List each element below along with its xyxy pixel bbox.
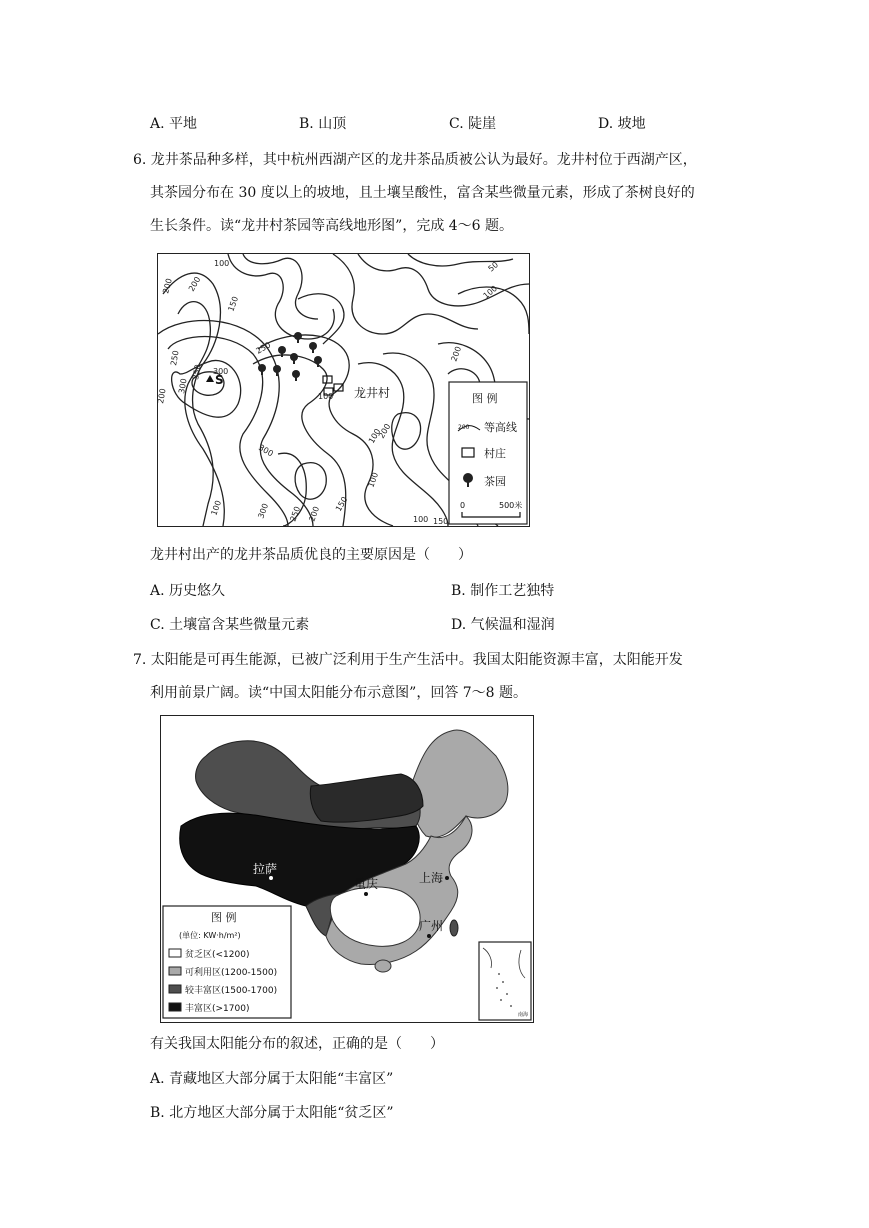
legend-item-usable: 可利用区(1200-1500) (185, 968, 278, 978)
tea-garden-icon (273, 365, 281, 376)
region-northeast (411, 730, 508, 837)
contour-label: 200 (186, 275, 203, 293)
solar-legend (163, 906, 291, 1018)
tea-garden-icon (309, 342, 317, 353)
legend-item-poor: 贫乏区(<1200) (185, 950, 250, 960)
contour-legend (449, 382, 527, 524)
legend-tea-label: 茶园 (484, 475, 506, 488)
contour-label: 100 (481, 283, 499, 301)
contour-label: 300 (256, 502, 271, 520)
city-guangzhou: 广州 (419, 919, 444, 933)
solar-map (161, 716, 533, 1022)
tea-garden-icon (314, 356, 322, 367)
q6-stem-line2: 其茶园分布在 30 度以上的坡地，且土壤呈酸性，富含某些微量元素，形成了茶树良好的 (150, 185, 695, 201)
q5-option-c: C. 陡崖 (449, 116, 497, 132)
south-sea-inset (479, 942, 531, 1020)
legend-swatch-poor (169, 949, 181, 957)
legend-scale-start: 0 (460, 501, 466, 510)
region-inner-mongolia (310, 774, 423, 822)
city-lhasa: 拉萨 (253, 862, 278, 876)
q7-option-a: A. 青藏地区大部分属于太阳能“丰富区” (150, 1071, 394, 1087)
peak-marker (206, 373, 224, 387)
contour-label: 100 (413, 515, 429, 524)
contour-label: 150 (433, 517, 449, 526)
contour-line (158, 320, 313, 526)
q5-option-b: B. 山顶 (299, 116, 347, 132)
contour-line (333, 254, 478, 334)
contour-label: 100 (318, 392, 334, 401)
q7-question: 有关我国太阳能分布的叙述，正确的是（ ） (150, 1036, 444, 1052)
q6-stem-line3: 生长条件。读“龙井村茶园等高线地形图”，完成 4～6 题。 (150, 218, 514, 234)
contour-label: 200 (376, 422, 393, 440)
city-guangzhou-dot (427, 934, 431, 938)
tea-garden-icon (294, 332, 302, 343)
contour-label: 350 (191, 363, 203, 381)
legend-item-very-rich: 丰富区(>1700) (185, 1004, 250, 1014)
region-taiwan (450, 920, 458, 936)
contour-map-figure (157, 253, 530, 527)
contour-label: 200 (449, 345, 464, 363)
contour-label: 150 (226, 295, 241, 313)
contour-label: 100 (209, 499, 224, 517)
tea-garden-icon (258, 364, 266, 375)
legend-item-rich: 较丰富区(1500-1700) (185, 986, 278, 996)
q6-option-a: A. 历史悠久 (150, 583, 226, 599)
q7-stem-line1: 7. 太阳能是可再生能源，已被广泛利用于生产生活中。我国太阳能资源丰富，太阳能开发 (133, 652, 683, 668)
q5-option-a: A. 平地 (150, 116, 198, 132)
contour-line (228, 254, 334, 339)
contour-label: 250 (288, 505, 303, 523)
peak-label: S (215, 373, 224, 387)
legend-swatch-very-rich (169, 1003, 181, 1011)
legend-swatch-usable (169, 967, 181, 975)
peak-triangle-icon (206, 375, 214, 382)
contour-label: 200 (156, 387, 168, 405)
inset-label: 南海 (518, 1012, 529, 1018)
q6-option-c: C. 土壤富含某些微量元素 (150, 617, 310, 633)
q6-option-d: D. 气候温和湿润 (451, 617, 555, 633)
legend-title: 图 例 (211, 911, 237, 924)
q6-question: 龙井村出产的龙井茶品质优良的主要原因是（ ） (150, 547, 472, 563)
contour-label: 200 (161, 277, 174, 295)
contour-map (158, 254, 529, 526)
legend-title: 图 例 (472, 392, 498, 405)
contour-label: 100 (366, 427, 383, 445)
region-hainan (375, 960, 391, 972)
q7-option-b: B. 北方地区大部分属于太阳能“贫乏区” (150, 1105, 394, 1121)
contour-label: 300 (177, 377, 189, 395)
contour-line (163, 273, 220, 526)
city-shanghai-dot (445, 876, 449, 880)
contour-label: 100 (366, 471, 381, 489)
legend-contour-label: 等高线 (484, 421, 517, 434)
village-label: 龙井村 (354, 386, 391, 400)
q6-option-b: B. 制作工艺独特 (451, 583, 555, 599)
contour-label: 200 (307, 505, 322, 523)
tea-garden-icon (292, 370, 300, 381)
legend-contour-value: 200 (458, 424, 470, 431)
legend-swatch-rich (169, 985, 181, 993)
contour-label: 100 (214, 259, 230, 268)
tea-garden-icon (290, 353, 298, 364)
legend-tea-icon (463, 473, 473, 483)
contour-label: 250 (169, 349, 181, 367)
legend-unit: (单位: KW·h/m²) (179, 931, 241, 940)
legend-scale-end: 500米 (499, 501, 523, 510)
contour-label: 150 (333, 495, 350, 513)
contour-label: 50 (486, 260, 501, 274)
q5-option-d: D. 坡地 (598, 116, 646, 132)
contour-label: 300 (257, 442, 275, 459)
city-shanghai: 上海 (419, 871, 444, 885)
legend-village-label: 村庄 (484, 447, 506, 460)
city-chongqing: 重庆 (354, 877, 379, 891)
contour-line (295, 463, 326, 500)
contour-line (243, 254, 318, 319)
city-lhasa-dot (269, 876, 273, 880)
contour-label: 300 (213, 367, 229, 376)
solar-map-figure (160, 715, 534, 1023)
city-chongqing-dot (364, 892, 368, 896)
contour-label: 250 (254, 340, 273, 356)
q6-stem-line1: 6. 龙井茶品种多样，其中杭州西湖产区的龙井茶品质被公认为最好。龙井村位于西湖产区， (133, 152, 697, 168)
q7-stem-line2: 利用前景广阔。读“中国太阳能分布示意图”，回答 7～8 题。 (150, 685, 528, 701)
contour-line (358, 254, 529, 306)
